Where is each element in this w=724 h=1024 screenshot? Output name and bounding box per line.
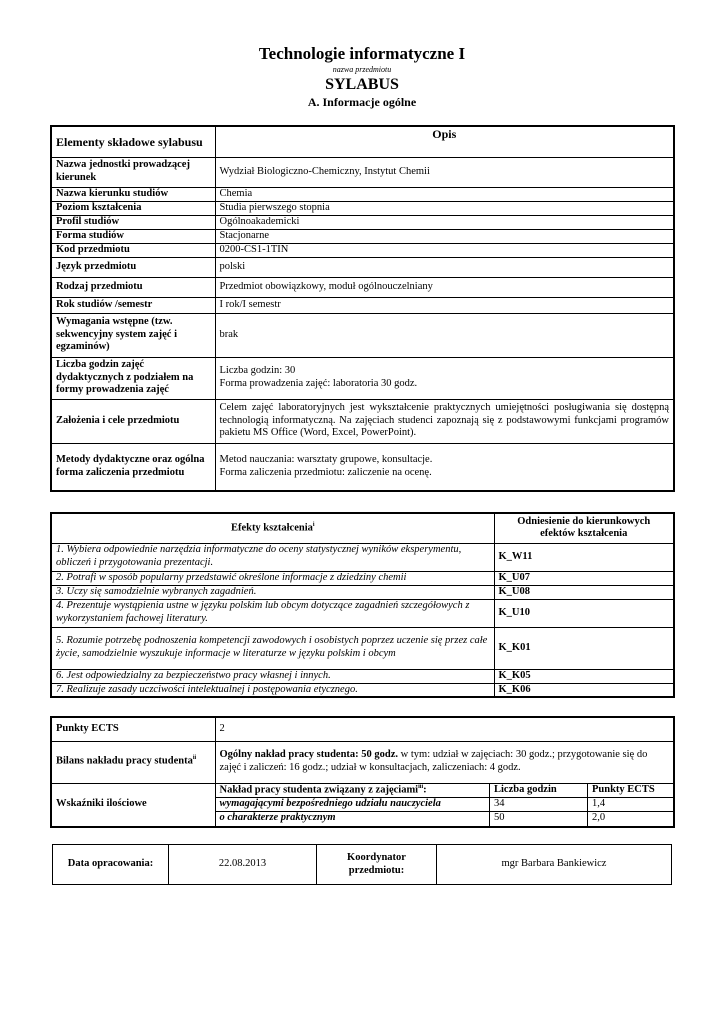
outcome-text: 6. Jest odpowiedzialny za bezpieczeństwo pracy własnej i innych.: [51, 669, 494, 683]
table-row: [51, 229, 674, 243]
col-effects-label: Efekty kształcenia: [230, 522, 313, 534]
table-row: [51, 277, 674, 297]
table-row: [51, 783, 674, 827]
indicators-label: Wskaźniki ilościowe: [51, 783, 215, 827]
indicators-header-colon: :: [423, 784, 427, 796]
ects-points-label: Punkty ECTS: [51, 717, 215, 741]
footnote-mark: ii: [192, 755, 197, 762]
outcome-code: K_K05: [494, 669, 674, 683]
outcome-code: K_W11: [494, 543, 674, 571]
ects-table: [50, 716, 675, 828]
table-row: [216, 798, 674, 812]
row-label: Profil studiów: [51, 215, 215, 229]
row-label: Język przedmiotu: [51, 257, 215, 277]
table-row: [51, 543, 674, 571]
table-row: [51, 243, 674, 257]
row-value-line: Forma zaliczenia przedmiotu: zaliczenie na ocenę.: [219, 466, 432, 478]
footer-table: [52, 844, 672, 885]
col-ects-header: Punkty ECTS: [588, 784, 674, 798]
table-row: [51, 399, 674, 443]
row-label: Liczba godzin zajęć dydaktycznych z podziałem na formy prowadzenia zajęć: [51, 357, 215, 399]
table-header-row: [51, 126, 674, 157]
ects-points-value: 2: [215, 717, 674, 741]
outcome-code: K_K01: [494, 627, 674, 669]
row-value: Przedmiot obowiązkowy, moduł ogólnouczelniany: [215, 277, 674, 297]
outcome-text: 5. Rozumie potrzebę podnoszenia kompetencji zawodowych i osobistych poprzez uczenie się przez całe życie, samodzielnie wyszukuje informacje w literaturze w języku polskim i obcym: [51, 627, 494, 669]
col-hours-header: Liczba godzin: [490, 784, 588, 798]
outcome-text: 3. Uczy się samodzielnie wybranych zagadnień.: [51, 585, 494, 599]
row-value: Studia pierwszego stopnia: [215, 201, 674, 215]
row-value: Celem zajęć laboratoryjnych jest wykształcenie praktycznych umiejętności posługiwania się dostępną technologią informatyczną. Na zajęciach studenci zapoznają się z podstawowymi funkcjami programów pakietu MS Office (Word, Excel, PowerPoint).: [215, 399, 674, 443]
syllabus-heading: SYLABUS: [325, 76, 399, 93]
table-row: [51, 599, 674, 627]
outcome-text: 4. Prezentuje wystąpienia ustne w języku polskim lub obcym dotyczące zagadnień szczegółowych z wykorzystaniem fachowej literatury.: [51, 599, 494, 627]
indicator-hours: 34: [490, 798, 588, 812]
outcome-text: 7. Realizuje zasady uczciwości intelektualnej i postępowania etycznego.: [51, 683, 494, 697]
row-value: Stacjonarne: [215, 229, 674, 243]
row-label: Założenia i cele przedmiotu: [51, 399, 215, 443]
table-row: [51, 627, 674, 669]
workload-label: [51, 741, 215, 783]
table-row: [51, 297, 674, 313]
coordinator-label: Koordynator przedmiotu:: [317, 845, 437, 885]
row-value: 0200-CS1-1TIN: [215, 243, 674, 257]
workload-detail: w tym: udział w zajęciach: 30 godz.; przygotowanie się do zajęć i zaliczeń: 16 godz.; udział w konsultacjach, zaliczeniach: 4 godz.: [219, 749, 648, 773]
row-value: Wydział Biologiczno-Chemiczny, Instytut Chemii: [215, 157, 674, 187]
workload-total: Ogólny nakład pracy studenta: 50 godz.: [219, 749, 399, 761]
outcome-text: 2. Potrafi w sposób popularny przedstawić określone informacje z dziedziny chemii: [51, 571, 494, 585]
row-label: Nazwa jednostki prowadzącej kierunek: [51, 157, 215, 187]
row-label: Rodzaj przedmiotu: [51, 277, 215, 297]
outcome-code: K_U10: [494, 599, 674, 627]
table-row: [51, 669, 674, 683]
row-label: Poziom kształcenia: [51, 201, 215, 215]
indicators-cell: [215, 783, 674, 827]
table-header-row: [51, 513, 674, 543]
outcome-text: 1. Wybiera odpowiednie narzędzia informatyczne do oceny statystycznej wyników eksperymentu, obliczeń i przygotowania prezentacji.: [51, 543, 494, 571]
row-value: polski: [215, 257, 674, 277]
col-ref-header: Odniesienie do kierunkowych efektów kształcenia: [494, 513, 674, 543]
indicator-ects: 1,4: [588, 798, 674, 812]
indicators-header-row: [216, 784, 674, 798]
indicator-label: wymagającymi bezpośredniego udziału nauczyciela: [216, 798, 490, 812]
outcome-code: K_U07: [494, 571, 674, 585]
date-label: Data opracowania:: [53, 845, 169, 885]
subtitle-note: nazwa przedmiotu: [332, 65, 392, 74]
row-label: Kod przedmiotu: [51, 243, 215, 257]
date-value: 22.08.2013: [169, 845, 317, 885]
footnote-mark: iii: [418, 783, 424, 790]
indicators-header-text: Nakład pracy studenta związany z zajęciami: [219, 784, 419, 796]
table-row: [51, 215, 674, 229]
coordinator-value: mgr Barbara Bankiewicz: [437, 845, 672, 885]
workload-label-text: Bilans nakładu pracy studenta: [56, 755, 193, 767]
row-value-line: Metod nauczania: warsztaty grupowe, konsultacje.: [219, 454, 433, 466]
col-effects-header: [51, 513, 494, 543]
table-row: [51, 187, 674, 201]
table-row: [51, 585, 674, 599]
table-row: [51, 717, 674, 741]
page-title: Technologie informatyczne I: [258, 44, 466, 63]
col-elements-header: Elementy składowe sylabusu: [51, 126, 215, 157]
indicator-ects: 2,0: [588, 812, 674, 826]
section-heading: A. Informacje ogólne: [307, 95, 417, 109]
general-info-table: [50, 125, 675, 492]
table-row: [51, 741, 674, 783]
row-value-line: Liczba godzin: 30: [219, 365, 296, 377]
table-row: [51, 201, 674, 215]
workload-value: [215, 741, 674, 783]
row-value: Chemia: [215, 187, 674, 201]
indicator-hours: 50: [490, 812, 588, 826]
row-value: brak: [215, 313, 674, 357]
row-value: I rok/I semestr: [215, 297, 674, 313]
indicators-header: [216, 784, 490, 798]
row-value-line: Forma prowadzenia zajęć: laboratoria 30 godz.: [219, 378, 418, 389]
table-row: [51, 443, 674, 491]
table-row: [51, 571, 674, 585]
table-row: [216, 812, 674, 826]
indicators-table: [216, 784, 674, 826]
outcome-code: K_K06: [494, 683, 674, 697]
row-value: [215, 443, 674, 491]
table-row: [51, 257, 674, 277]
outcomes-table: [50, 512, 675, 698]
table-row: [51, 313, 674, 357]
row-label: Metody dydaktyczne oraz ogólna forma zaliczenia przedmiotu: [51, 443, 215, 491]
row-value: [215, 357, 674, 399]
row-value: Ogólnoakademicki: [215, 215, 674, 229]
table-row: [51, 683, 674, 697]
row-label: Rok studiów /semestr: [51, 297, 215, 313]
row-label: Wymagania wstępne (tzw. sekwencyjny system zajęć i egzaminów): [51, 313, 215, 357]
indicator-label: o charakterze praktycznym: [216, 812, 490, 826]
row-label: Nazwa kierunku studiów: [51, 187, 215, 201]
table-row: [51, 357, 674, 399]
col-desc-header: Opis: [215, 126, 674, 157]
footnote-mark: i: [312, 521, 315, 528]
outcome-code: K_U08: [494, 585, 674, 599]
table-row: [53, 845, 672, 885]
row-label: Forma studiów: [51, 229, 215, 243]
table-row: [51, 157, 674, 187]
